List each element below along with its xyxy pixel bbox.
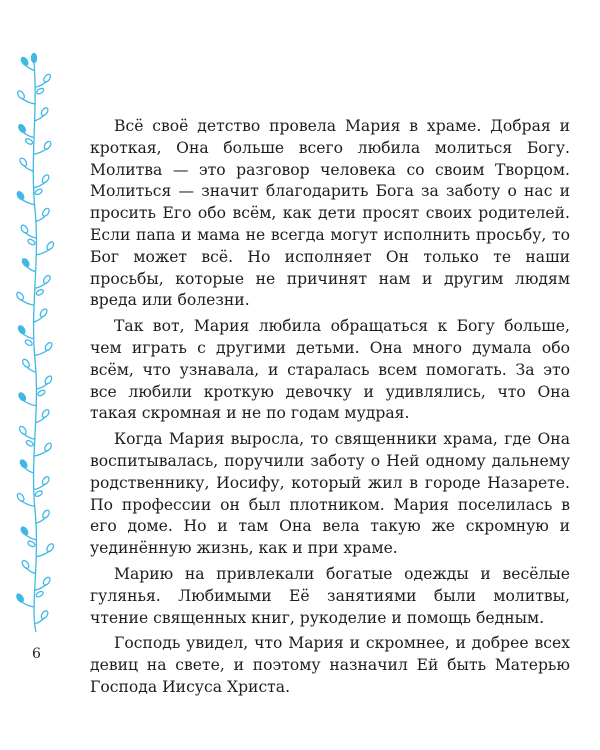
paragraph-4: Марию на привлекали богатые одежды и весёлые гулянья. Любимыми Её занятиями были молитвы, чтение священных книг, рукоделие и помощь бедным. [90, 564, 570, 627]
vine-leaf [41, 476, 50, 486]
vine-leaf [43, 442, 52, 452]
vine-leaf [35, 289, 44, 297]
vine-leaf [41, 408, 50, 418]
story-text [90, 116, 570, 703]
paragraph-3: Когда Мария выросла, то священники храма, где Она воспитывалась, поручили заботу о Ней одному дальнему родственнику, Иосифу, который жил в городе Назарете. По профессии он был плотником. Мария поселилась в его доме. Но и там Она вела такую же скромную и уединённую жизнь, как и при храме. [90, 430, 570, 558]
vine-leaf [19, 157, 28, 167]
vine-leaf [40, 610, 49, 620]
vine-leaf [16, 190, 25, 200]
vine-leaf [41, 509, 50, 519]
decorative-vine-border [0, 0, 70, 750]
vine-leaf [20, 56, 29, 66]
paragraph-1: Всё своё детство провела Мария в храме. Добрая и кроткая, Она больше всего любила молиться Богу. Молитва — это разговор человека со своим Творцом. Молиться — значит благодарить Бога за заботу о нас и просить Его обо всём, как дети просят своих родителей. Если папа и мама не всегда могут исполнить просьбу, то Бог может всё. Но исполняет Он только те наши просьбы, которые не причинят нам и другим людям вреда или болезни. [90, 117, 570, 310]
vine-leaf [42, 576, 51, 586]
vine-leaf [41, 174, 50, 184]
vine-leaf [46, 543, 55, 553]
vine-leaf [44, 375, 53, 385]
vine-leaf [40, 107, 49, 117]
vine-leaf [21, 559, 30, 569]
vine-leaf [18, 392, 27, 402]
vine-leaf [21, 258, 30, 268]
vine-leaf [18, 425, 27, 435]
vine-leaf [20, 526, 29, 536]
vine-leaf [41, 207, 50, 217]
vine-leaf [19, 459, 28, 469]
vine-leaf [35, 590, 44, 598]
vine-leaf [42, 274, 51, 284]
page-number: 6 [32, 646, 41, 662]
vine-leaf [36, 87, 45, 95]
vine-leaf [16, 492, 25, 502]
vine-leaf [27, 238, 36, 246]
vine-leaf [39, 308, 48, 318]
vine-leaf [17, 123, 26, 133]
vine-leaf [34, 188, 43, 196]
vine-leaf [15, 291, 24, 301]
vine-leaf [25, 439, 34, 447]
vine-leaf [20, 224, 29, 234]
vine-bud [32, 54, 37, 63]
vine-leaf [44, 341, 53, 351]
vine-leaf [46, 241, 55, 251]
vine-leaf [43, 140, 52, 150]
vine-leaf [21, 358, 30, 368]
vine-leaf [17, 325, 26, 335]
vine-leaf [24, 339, 33, 347]
vine-leaf [37, 389, 46, 397]
vine-leaf [42, 73, 51, 83]
vine-leaf [16, 90, 25, 100]
paragraph-5: Господь увидел, что Мария и скромнее, и добрее всех девиц на свете, и поэтому назначил Ей быть Матерью Господа Иисуса Христа. [90, 634, 570, 696]
vine-leaf [15, 593, 24, 603]
vine-leaf [34, 490, 43, 498]
paragraph-2: Так вот, Мария любила обращаться к Богу больше, чем играть с другими детьми. Она много думала обо всём, что узнавала, и старалась всем помогать. За это все любили кроткую девочку и удивлялись, что Она такая скромная и не по годам мудрая. [90, 317, 570, 423]
vine-leaf [27, 540, 36, 548]
vine-leaf [25, 138, 34, 146]
